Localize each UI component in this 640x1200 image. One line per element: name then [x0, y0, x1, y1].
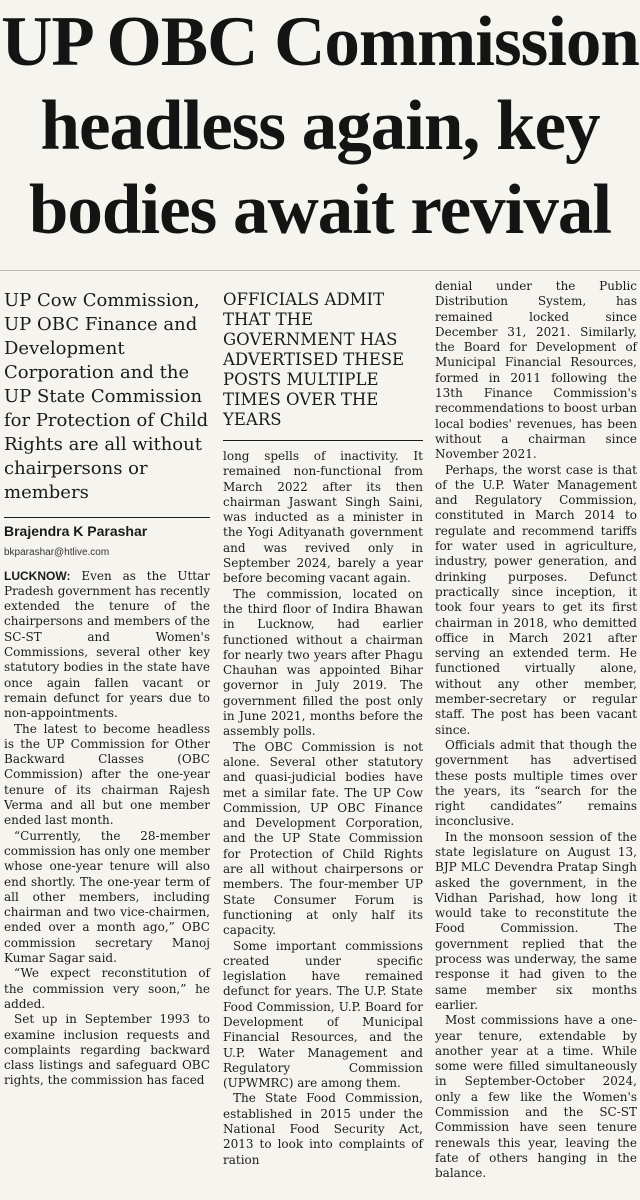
article-paragraph: The State Food Commission, established in 2015 under the National Food Security Act, 2013 to look into complaints of ration [223, 1091, 423, 1167]
headline-line-2: headless again, key [40, 87, 600, 165]
pull-quote: OFFICIALS ADMIT THAT THE GOVERNMENT HAS ADVERTISED THESE POSTS MULTIPLE TIMES OVER THE YEARS [223, 290, 405, 429]
article-paragraph: Set up in September 1993 to examine inclusion requests and complaints regarding backward class listings and safeguard OBC rights, the commission has faced [4, 1012, 210, 1088]
article-column-2 [223, 290, 423, 1168]
headline-rule [0, 270, 640, 271]
article-paragraph: Officials admit that though the government has advertised these posts multiple times over the years, its “search for the right candidates” remains inconclusive. [435, 737, 637, 829]
article-paragraph: long spells of inactivity. It remained non-functional from March 2022 after its then chairman Jaswant Singh Saini, was inducted as a minister in the Yogi Adityanath government and was revived only in September 2024, barely a year before becoming vacant again. [223, 449, 423, 586]
article-paragraph: denial under the Public Distribution System, has remained locked since December 31, 2021. Similarly, the Board for Development of Municipal Financial Resources, formed in 2011 following the 13th Finance Commission's recommendations to boost urban local bodies' revenues, has been without a chairman since November 2021. [435, 279, 637, 462]
headline [0, 0, 640, 266]
headline-line-1: UP OBC Commission [1, 3, 639, 81]
article-paragraph: In the monsoon session of the state legislature on August 13, BJP MLC Devendra Pratap Singh asked the government, in the Vidhan Parishad, how long it would take to reconstitute the Food Commission. The government replied that the process was underway, the same response it had given to the same member six months earlier. [435, 829, 637, 1012]
article-paragraph: The OBC Commission is not alone. Several other statutory and quasi-judicial bodies have met a similar fate. The UP Cow Commission, UP OBC Finance and Development Corporation, and the UP State Commission for Protection of Child Rights are all without chairpersons or members. The four-member UP State Consumer Forum is functioning at only half its capacity. [223, 739, 423, 938]
pull-quote-rule [223, 440, 423, 441]
article-paragraph: Most commissions have a one-year tenure, extendable by another year at a time. While some were filled simultaneously in September-October 2024, only a few like the Women's Commission and the SC-ST Commission have seen tenure renewals this year, leaving the fate of others hanging in the balance. [435, 1013, 637, 1181]
article-paragraph: “We expect reconstitution of the commission very soon,” he added. [4, 966, 210, 1011]
author-email: bkparashar@htlive.com [4, 547, 110, 559]
article-column-1 [4, 282, 210, 1089]
article-paragraph: The commission, located on the third floor of Indira Bhawan in Lucknow, had earlier functioned without a chairman for nearly two years after Phagu Chauhan was appointed Bihar governor in July 2019. The government filled the post only in June 2021, months before the assembly polls. [223, 586, 423, 739]
article-paragraph: LUCKNOW: Even as the Uttar Pradesh government has recently extended the tenure of the chairpersons and members of the SC-ST and Women's Commissions, several other key statutory bodies in the state have once again fallen vacant or remain defunct for years due to non-appointments. [4, 568, 210, 721]
article-column-3 [435, 279, 637, 1182]
summary-divider [4, 517, 210, 518]
headline-line-3: bodies await revival [28, 171, 612, 249]
byline: Brajendra K Parashar [4, 523, 148, 539]
article-summary: UP Cow Commission, UP OBC Finance and Development Corporation and the UP State Commission for Protection of Child Rights are all without chairpersons or members [4, 290, 209, 503]
article-paragraph: The latest to become headless is the UP Commission for Other Backward Classes (OBC Commission) after the one-year tenure of its chairman Rajesh Verma and all but one member ended last month. [4, 721, 210, 828]
article-paragraph: Perhaps, the worst case is that of the U.P. Water Management and Regulatory Commission, constituted in March 2014 to regulate and recommend tariffs for water used in agriculture, industry, power generation, and drinking purposes. Defunct practically since inception, it took four years to get its first chairman in 2018, who demitted office in March 2021 after serving an extended term. He functioned virtually alone, without any other member, member-secretary or regular staff. The post has been vacant since. [435, 462, 637, 737]
article-paragraph: “Currently, the 28-member commission has only one member whose one-year tenure will also end shortly. The one-year term of all other members, including chairman and two vice-chairmen, ended over a month ago,” OBC commission secretary Manoj Kumar Sagar said. [4, 828, 210, 966]
article-paragraph: Some important commissions created under specific legislation have remained defunct for years. The U.P. State Food Commission, U.P. Board for Development of Municipal Financial Resources, and the U.P. Water Management and Regulatory Commission (UPWMRC) are among them. [223, 938, 423, 1091]
dateline: LUCKNOW: [4, 568, 71, 583]
